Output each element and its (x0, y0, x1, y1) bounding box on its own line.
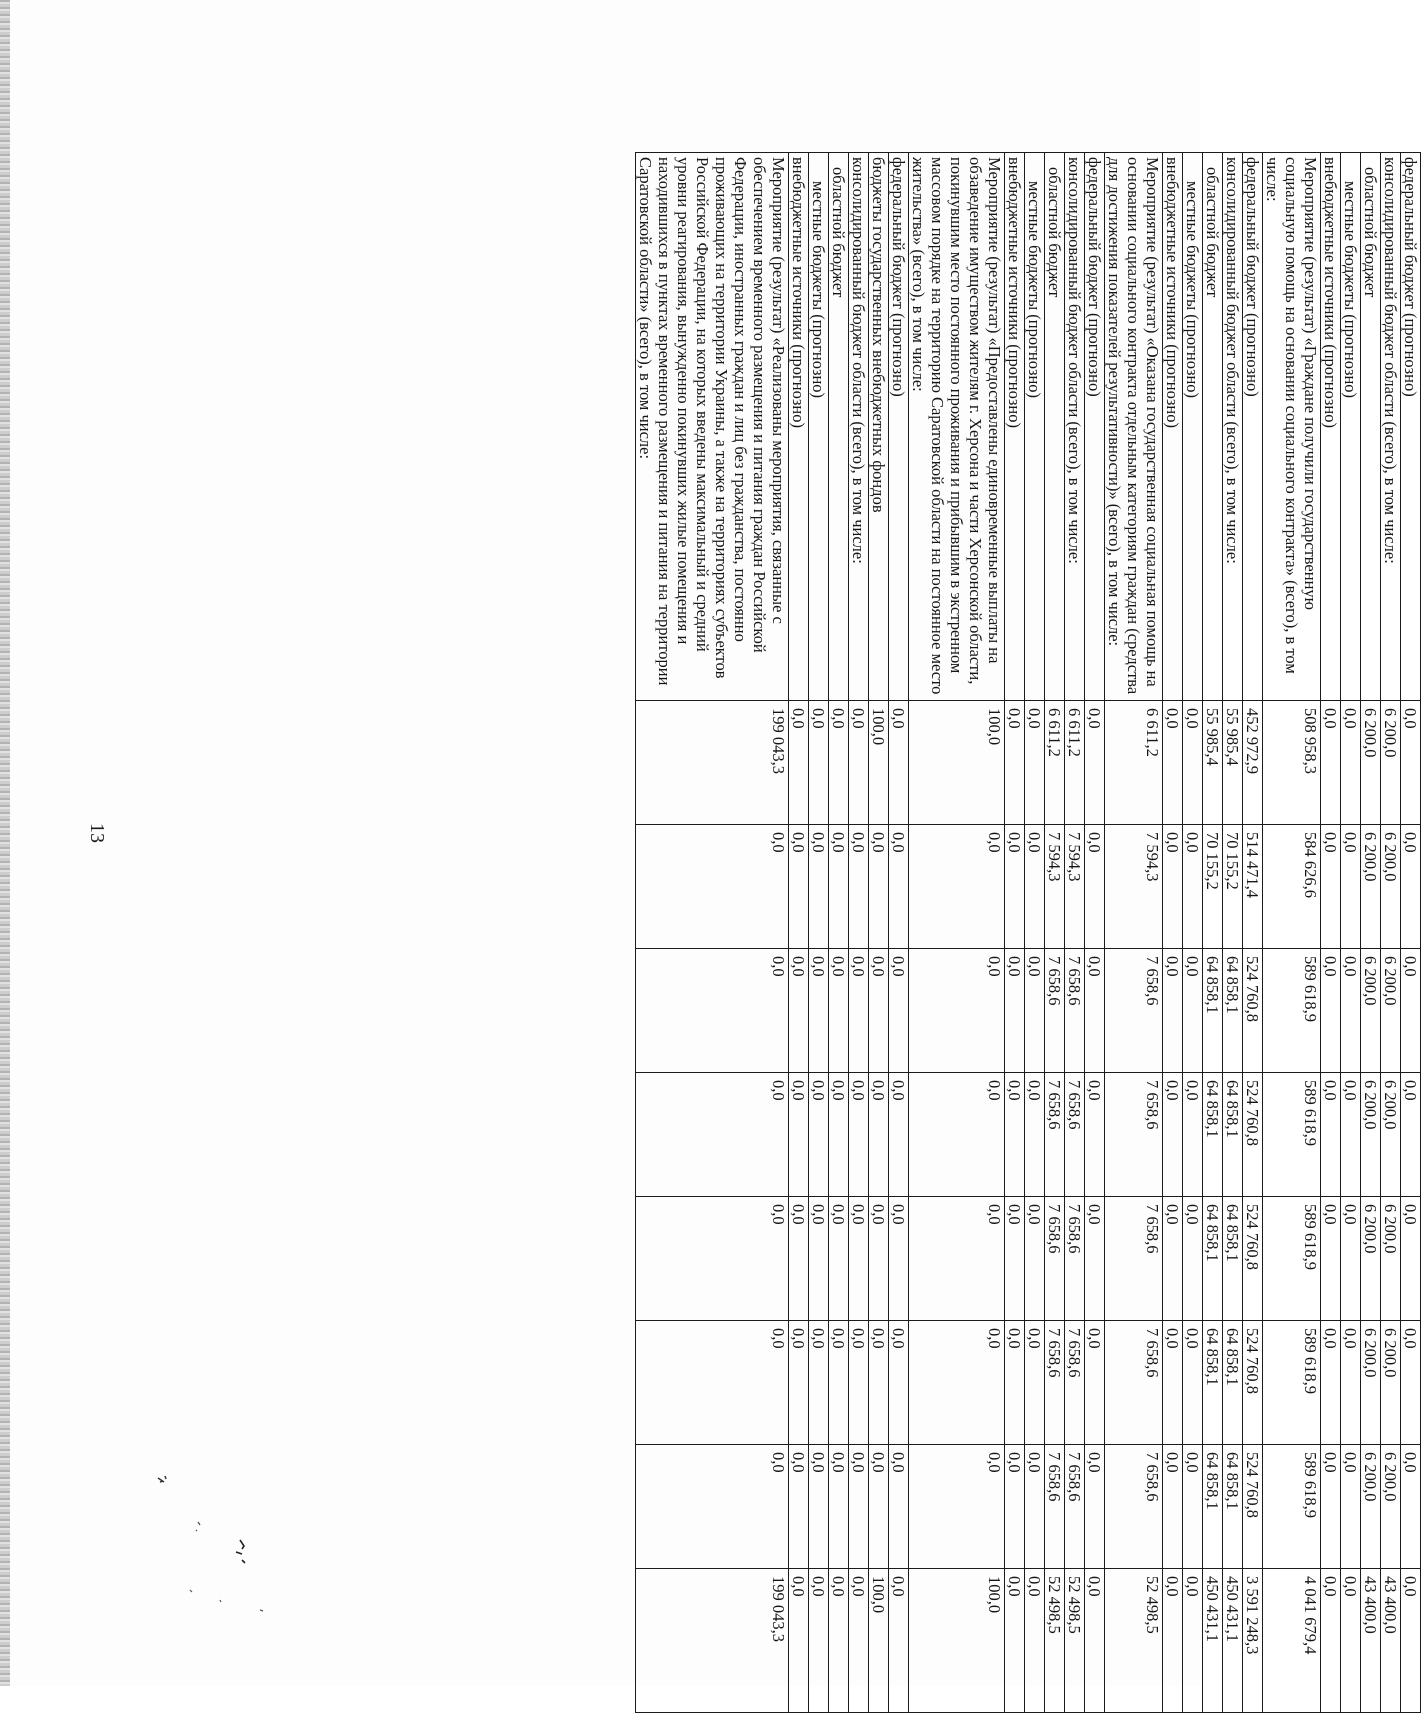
value-cell: 0,0 (1321, 1073, 1341, 1197)
row-label: бюджеты государственных внебюджетных фондов (869, 153, 889, 701)
value-cell: 0,0 (809, 701, 829, 825)
value-cell: 0,0 (829, 1073, 849, 1197)
value-cell: 0,0 (1341, 1197, 1361, 1321)
value-cell: 0,0 (1341, 1321, 1361, 1445)
value-cell: 7 594,3 (1105, 825, 1163, 949)
value-cell: 0,0 (869, 825, 889, 949)
value-cell: 589 618,9 (1263, 1197, 1321, 1321)
table-row (809, 153, 829, 1713)
value-cell: 6 200,0 (1361, 1445, 1381, 1569)
value-cell: 6 200,0 (1381, 949, 1401, 1073)
row-label: федеральный бюджет (прогнозно) (1243, 153, 1263, 701)
value-cell: 0,0 (1025, 825, 1045, 949)
value-cell: 0,0 (889, 825, 909, 949)
value-cell: 0,0 (1025, 949, 1045, 1073)
value-cell: 0,0 (636, 1197, 789, 1321)
value-cell: 0,0 (1163, 1073, 1183, 1197)
value-cell: 0,0 (636, 1073, 789, 1197)
row-label: местные бюджеты (прогнозно) (1341, 153, 1361, 701)
value-cell: 0,0 (849, 949, 869, 1073)
total-cell: 3 591 248,3 (1243, 1569, 1263, 1713)
value-cell: 0,0 (809, 1073, 829, 1197)
total-cell: 0,0 (889, 1569, 909, 1713)
table-row (1105, 153, 1163, 1713)
value-cell: 55 985,4 (1203, 701, 1223, 825)
table-row (1401, 153, 1421, 1713)
total-cell: 0,0 (789, 1569, 809, 1713)
value-cell: 6 200,0 (1361, 1073, 1381, 1197)
value-cell: 0,0 (1341, 701, 1361, 825)
total-cell: 0,0 (1183, 1569, 1203, 1713)
value-cell: 0,0 (889, 949, 909, 1073)
value-cell: 0,0 (829, 949, 849, 1073)
table-row (909, 153, 1005, 1713)
value-cell: 0,0 (1025, 1197, 1045, 1321)
value-cell: 6 200,0 (1361, 949, 1381, 1073)
value-cell: 0,0 (1321, 701, 1341, 825)
table-body (636, 153, 1421, 1713)
value-cell: 7 658,6 (1065, 1073, 1085, 1197)
value-cell: 0,0 (1341, 825, 1361, 949)
value-cell: 0,0 (849, 1197, 869, 1321)
value-cell: 64 858,1 (1203, 949, 1223, 1073)
value-cell: 0,0 (1005, 1321, 1025, 1445)
value-cell: 0,0 (829, 1445, 849, 1569)
value-cell: 0,0 (1183, 1445, 1203, 1569)
value-cell: 0,0 (1163, 1197, 1183, 1321)
row-label: консолидированный бюджет области (всего), в том числе: (1381, 153, 1401, 701)
value-cell: 0,0 (809, 1321, 829, 1445)
value-cell: 7 658,6 (1045, 1321, 1065, 1445)
budget-table (635, 152, 1421, 1713)
value-cell: 0,0 (849, 1445, 869, 1569)
value-cell: 0,0 (1183, 701, 1203, 825)
total-cell: 52 498,5 (1065, 1569, 1085, 1713)
value-cell: 0,0 (889, 701, 909, 825)
value-cell: 7 594,3 (1065, 825, 1085, 949)
value-cell: 0,0 (1401, 1445, 1421, 1569)
page-number: 13 (86, 823, 108, 843)
total-cell: 0,0 (849, 1569, 869, 1713)
value-cell: 7 658,6 (1105, 1321, 1163, 1445)
value-cell: 0,0 (789, 1197, 809, 1321)
value-cell: 6 200,0 (1381, 1197, 1401, 1321)
value-cell: 524 760,8 (1243, 1197, 1263, 1321)
value-cell: 0,0 (1085, 1445, 1105, 1569)
value-cell: 589 618,9 (1263, 1445, 1321, 1569)
value-cell: 0,0 (849, 1321, 869, 1445)
value-cell: 6 611,2 (1065, 701, 1085, 825)
value-cell: 0,0 (1401, 1197, 1421, 1321)
value-cell: 452 972,9 (1243, 701, 1263, 825)
table-row (789, 153, 809, 1713)
value-cell: 0,0 (829, 825, 849, 949)
table-row (869, 153, 889, 1713)
table-row (1321, 153, 1341, 1713)
value-cell: 0,0 (636, 1321, 789, 1445)
table-row (1341, 153, 1361, 1713)
value-cell: 0,0 (789, 701, 809, 825)
value-cell: 0,0 (869, 1197, 889, 1321)
row-label: внебюджетные источники (прогнозно) (1163, 153, 1183, 701)
table-row (1085, 153, 1105, 1713)
total-cell: 4 041 679,4 (1263, 1569, 1321, 1713)
value-cell: 0,0 (1163, 949, 1183, 1073)
total-cell: 199 043,3 (636, 1569, 789, 1713)
value-cell: 0,0 (809, 825, 829, 949)
total-cell: 450 431,1 (1223, 1569, 1243, 1713)
value-cell: 524 760,8 (1243, 1321, 1263, 1445)
value-cell: 0,0 (1401, 701, 1421, 825)
value-cell: 64 858,1 (1223, 949, 1243, 1073)
value-cell: 7 658,6 (1045, 1197, 1065, 1321)
value-cell: 7 658,6 (1045, 949, 1065, 1073)
row-label: местные бюджеты (прогнозно) (1183, 153, 1203, 701)
table-row (829, 153, 849, 1713)
value-cell: 0,0 (809, 1445, 829, 1569)
value-cell: 589 618,9 (1263, 1073, 1321, 1197)
value-cell: 7 658,6 (1045, 1445, 1065, 1569)
value-cell: 0,0 (1163, 1445, 1183, 1569)
value-cell: 0,0 (789, 1321, 809, 1445)
value-cell: 6 200,0 (1361, 825, 1381, 949)
value-cell: 508 958,3 (1263, 701, 1321, 825)
value-cell: 524 760,8 (1243, 949, 1263, 1073)
total-cell: 43 400,0 (1381, 1569, 1401, 1713)
value-cell: 0,0 (1163, 825, 1183, 949)
value-cell: 0,0 (1005, 825, 1025, 949)
value-cell: 0,0 (1085, 949, 1105, 1073)
value-cell: 0,0 (1085, 1073, 1105, 1197)
value-cell: 7 658,6 (1045, 1073, 1065, 1197)
value-cell: 0,0 (1321, 1321, 1341, 1445)
total-cell: 100,0 (909, 1569, 1005, 1713)
value-cell: 0,0 (1401, 825, 1421, 949)
value-cell: 0,0 (789, 949, 809, 1073)
value-cell: 0,0 (1025, 701, 1045, 825)
value-cell: 0,0 (1341, 949, 1361, 1073)
value-cell: 0,0 (1341, 1445, 1361, 1569)
value-cell: 6 611,2 (1105, 701, 1163, 825)
total-cell: 450 431,1 (1203, 1569, 1223, 1713)
value-cell: 0,0 (869, 1321, 889, 1445)
value-cell: 0,0 (1025, 1073, 1045, 1197)
table-row (1223, 153, 1243, 1713)
value-cell: 0,0 (1005, 1197, 1025, 1321)
value-cell: 0,0 (809, 1197, 829, 1321)
row-label: федеральный бюджет (прогнозно) (889, 153, 909, 701)
value-cell: 0,0 (829, 1321, 849, 1445)
value-cell: 0,0 (909, 1321, 1005, 1445)
value-cell: 0,0 (1025, 1445, 1045, 1569)
row-label: областной бюджет (1203, 153, 1223, 701)
value-cell: 524 760,8 (1243, 1073, 1263, 1197)
value-cell: 6 611,2 (1045, 701, 1065, 825)
value-cell: 0,0 (789, 1073, 809, 1197)
row-label: консолидированный бюджет области (всего), в том числе: (1223, 153, 1243, 701)
total-cell: 0,0 (1163, 1569, 1183, 1713)
value-cell: 6 200,0 (1381, 1073, 1401, 1197)
value-cell: 0,0 (869, 1073, 889, 1197)
value-cell: 0,0 (889, 1445, 909, 1569)
value-cell: 7 658,6 (1065, 1445, 1085, 1569)
row-label: Мероприятие (результат) «Предоставлены единовременные выплаты на обзаведение имуществом жителям г. Херсона и части Херсонской области, покинувшим место постоянного проживания и прибывшим в экстренном массовом порядке на территорию Саратовской области на постоянное место жительства» (всего), в том числе: (909, 153, 1005, 701)
value-cell: 0,0 (909, 1197, 1005, 1321)
value-cell: 0,0 (789, 1445, 809, 1569)
total-cell: 52 498,5 (1045, 1569, 1065, 1713)
value-cell: 0,0 (1341, 1073, 1361, 1197)
value-cell: 70 155,2 (1223, 825, 1243, 949)
value-cell: 6 200,0 (1381, 825, 1401, 949)
value-cell: 0,0 (909, 1445, 1005, 1569)
value-cell: 0,0 (1005, 949, 1025, 1073)
value-cell: 589 618,9 (1263, 949, 1321, 1073)
value-cell: 100,0 (869, 701, 889, 825)
table-row (1065, 153, 1085, 1713)
row-label: областной бюджет (1045, 153, 1065, 701)
total-cell: 0,0 (1025, 1569, 1045, 1713)
value-cell: 0,0 (636, 825, 789, 949)
value-cell: 0,0 (849, 1073, 869, 1197)
value-cell: 0,0 (1321, 825, 1341, 949)
value-cell: 0,0 (789, 825, 809, 949)
value-cell: 0,0 (1183, 825, 1203, 949)
value-cell: 0,0 (636, 949, 789, 1073)
table-row (636, 153, 789, 1713)
total-cell: 43 400,0 (1361, 1569, 1381, 1713)
value-cell: 70 155,2 (1203, 825, 1223, 949)
total-cell: 0,0 (1005, 1569, 1025, 1713)
value-cell: 0,0 (1163, 1321, 1183, 1445)
total-cell: 100,0 (869, 1569, 889, 1713)
value-cell: 64 858,1 (1203, 1197, 1223, 1321)
value-cell: 0,0 (909, 1073, 1005, 1197)
value-cell: 514 471,4 (1243, 825, 1263, 949)
row-label: Мероприятие (результат) «Граждане получили государственную социальную помощь на основании социального контракта» (всего), в том числе: (1263, 153, 1321, 701)
row-label: федеральный бюджет (прогнозно) (1085, 153, 1105, 701)
row-label: Мероприятие (результат) «Оказана государственная социальная помощь на основании социального контракта отдельным категориям граждан (средства для достижения показателей результативности)» (всего), в том числе: (1105, 153, 1163, 701)
value-cell: 6 200,0 (1361, 1197, 1381, 1321)
value-cell: 7 658,6 (1105, 1197, 1163, 1321)
rotated-table-container (441, 152, 1421, 1712)
value-cell: 0,0 (1183, 1197, 1203, 1321)
value-cell: 0,0 (1321, 1445, 1341, 1569)
value-cell: 6 200,0 (1361, 1321, 1381, 1445)
table-row (1025, 153, 1045, 1713)
row-label: Мероприятие (результат) «Реализованы мероприятия, связанные с обеспечением временного размещения и питания граждан Российской Федерации, иностранных граждан и лиц без гражданства, постоянно проживающих на территории Украины, а также на территориях субъектов Российской Федерации, на которых введены максимальный и средний уровни реагирования, вынужденно покинувших жилые помещения и находившихся в пунктах временного размещения и питания на территории Саратовской области» (всего), в том числе: (636, 153, 789, 701)
value-cell: 0,0 (636, 1445, 789, 1569)
value-cell: 0,0 (889, 1197, 909, 1321)
value-cell: 0,0 (1183, 1073, 1203, 1197)
total-cell: 0,0 (1341, 1569, 1361, 1713)
value-cell: 64 858,1 (1203, 1445, 1223, 1569)
table-row (1361, 153, 1381, 1713)
value-cell: 7 658,6 (1065, 949, 1085, 1073)
value-cell: 0,0 (1085, 1321, 1105, 1445)
value-cell: 0,0 (1321, 949, 1341, 1073)
row-label: местные бюджеты (прогнозно) (1025, 153, 1045, 701)
total-cell: 0,0 (1401, 1569, 1421, 1713)
row-label: областной бюджет (829, 153, 849, 701)
value-cell: 0,0 (909, 949, 1005, 1073)
value-cell: 0,0 (849, 825, 869, 949)
table-row (889, 153, 909, 1713)
value-cell: 64 858,1 (1223, 1073, 1243, 1197)
value-cell: 100,0 (909, 701, 1005, 825)
value-cell: 64 858,1 (1223, 1197, 1243, 1321)
value-cell: 589 618,9 (1263, 1321, 1321, 1445)
value-cell: 6 200,0 (1361, 701, 1381, 825)
value-cell: 524 760,8 (1243, 1445, 1263, 1569)
value-cell: 55 985,4 (1223, 701, 1243, 825)
table-row (1005, 153, 1025, 1713)
value-cell: 7 658,6 (1105, 1445, 1163, 1569)
value-cell: 584 626,6 (1263, 825, 1321, 949)
value-cell: 199 043,3 (636, 701, 789, 825)
value-cell: 0,0 (889, 1321, 909, 1445)
total-cell: 52 498,5 (1105, 1569, 1163, 1713)
scan-artifacts (150, 1470, 290, 1620)
row-label: внебюджетные источники (прогнозно) (789, 153, 809, 701)
value-cell: 0,0 (1183, 1321, 1203, 1445)
value-cell: 0,0 (1005, 1445, 1025, 1569)
table-row (1163, 153, 1183, 1713)
table-row (1381, 153, 1401, 1713)
value-cell: 0,0 (1401, 949, 1421, 1073)
row-label: консолидированный бюджет области (всего), в том числе: (849, 153, 869, 701)
value-cell: 64 858,1 (1203, 1321, 1223, 1445)
total-cell: 0,0 (829, 1569, 849, 1713)
value-cell: 0,0 (849, 701, 869, 825)
table-row (1263, 153, 1321, 1713)
value-cell: 0,0 (829, 701, 849, 825)
row-label: консолидированный бюджет области (всего), в том числе: (1065, 153, 1085, 701)
value-cell: 0,0 (1163, 701, 1183, 825)
value-cell: 0,0 (1085, 1197, 1105, 1321)
value-cell: 0,0 (1401, 1073, 1421, 1197)
value-cell: 7 658,6 (1105, 949, 1163, 1073)
table-row (1183, 153, 1203, 1713)
value-cell: 0,0 (829, 1197, 849, 1321)
value-cell: 0,0 (1085, 701, 1105, 825)
value-cell: 0,0 (1183, 949, 1203, 1073)
value-cell: 7 658,6 (1105, 1073, 1163, 1197)
value-cell: 0,0 (889, 1073, 909, 1197)
table-row (1243, 153, 1263, 1713)
row-label: федеральный бюджет (прогнозно) (1401, 153, 1421, 701)
value-cell: 0,0 (1321, 1197, 1341, 1321)
value-cell: 7 658,6 (1065, 1321, 1085, 1445)
value-cell: 7 594,3 (1045, 825, 1065, 949)
value-cell: 0,0 (869, 1445, 889, 1569)
row-label: областной бюджет (1361, 153, 1381, 701)
table-row (1203, 153, 1223, 1713)
value-cell: 6 200,0 (1381, 701, 1401, 825)
row-label: местные бюджеты (прогнозно) (809, 153, 829, 701)
total-cell: 0,0 (1321, 1569, 1341, 1713)
value-cell: 0,0 (909, 825, 1005, 949)
value-cell: 0,0 (809, 949, 829, 1073)
total-cell: 0,0 (809, 1569, 829, 1713)
total-cell: 0,0 (1085, 1569, 1105, 1713)
value-cell: 6 200,0 (1381, 1445, 1401, 1569)
value-cell: 0,0 (1025, 1321, 1045, 1445)
table-row (1045, 153, 1065, 1713)
value-cell: 6 200,0 (1381, 1321, 1401, 1445)
row-label: внебюджетные источники (прогнозно) (1005, 153, 1025, 701)
value-cell: 64 858,1 (1223, 1445, 1243, 1569)
value-cell: 0,0 (1085, 825, 1105, 949)
value-cell: 0,0 (1005, 1073, 1025, 1197)
value-cell: 64 858,1 (1223, 1321, 1243, 1445)
table-row (849, 153, 869, 1713)
value-cell: 0,0 (869, 949, 889, 1073)
value-cell: 0,0 (1005, 701, 1025, 825)
value-cell: 0,0 (1401, 1321, 1421, 1445)
value-cell: 64 858,1 (1203, 1073, 1223, 1197)
value-cell: 7 658,6 (1065, 1197, 1085, 1321)
row-label: внебюджетные источники (прогнозно) (1321, 153, 1341, 701)
